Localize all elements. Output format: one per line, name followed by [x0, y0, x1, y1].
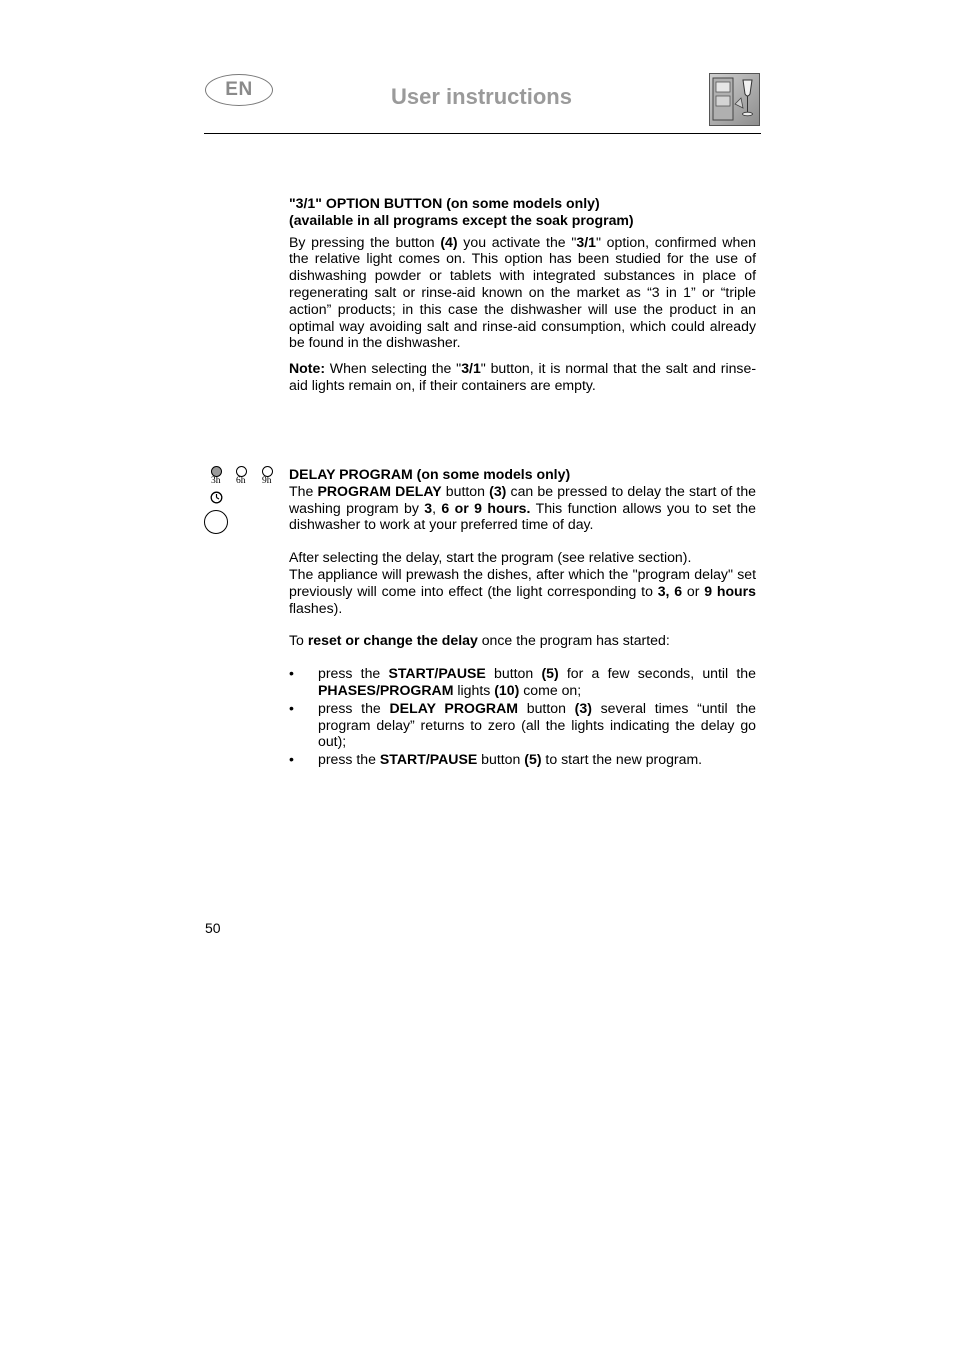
- bullet-icon: •: [289, 751, 294, 768]
- list-item-text: press the START/PAUSE button (5) for a few seconds, until the PHASES/PROGRAM lights (10) come on;: [318, 665, 756, 698]
- header-divider: [204, 133, 761, 134]
- delay-label-9h: 9h: [262, 476, 272, 486]
- bold-text: 3: [424, 499, 433, 516]
- bold-text: START/PAUSE: [379, 751, 478, 768]
- list-item-text: press the START/PAUSE button (5) to start the new program.: [318, 751, 703, 768]
- option-heading-line2: (available in all programs except the soak program): [289, 211, 634, 228]
- delay-paragraph-1: The PROGRAM DELAY button (3) can be pressed to delay the start of the washing program by 3, 6 or 9 hours. This function allows you to set the dishwasher to work at your preferred time of day.: [289, 482, 756, 533]
- language-badge: [205, 74, 273, 106]
- bold-text: DELAY PROGRAM: [389, 699, 519, 716]
- delay-section: [289, 466, 756, 768]
- dishwasher-photo-icon: [709, 73, 760, 126]
- bullet-icon: •: [289, 699, 294, 716]
- clock-icon: [210, 491, 223, 504]
- option-heading-line1: "3/1" OPTION BUTTON (on some models only): [289, 195, 600, 211]
- bold-text: 6 or 9 hours.: [441, 499, 531, 516]
- bold-text: (4): [440, 233, 458, 250]
- delay-paragraph-4: To reset or change the delay once the program has started:: [289, 632, 670, 649]
- delay-paragraph-2: After selecting the delay, start the program (see relative section).: [289, 549, 692, 566]
- delay-indicator-panel: [206, 464, 278, 540]
- delay-label-6h: 6h: [236, 476, 246, 486]
- bullet-icon: •: [289, 665, 294, 682]
- round-button-icon: [204, 510, 228, 534]
- reset-steps-list: [289, 665, 756, 768]
- bold-text: Note:: [289, 360, 326, 377]
- page-title: User instructions: [391, 84, 572, 109]
- option-paragraph: By pressing the button (4) you activate the "3/1" option, confirmed when the relative light comes on. This option has been studied for the use of dishwashing powder or tablets with integrated substances in place of regenerating salt or rinse-aid known on the market as “3 in 1” or “triple action” products; in this case the dishwasher will use the product in an optimal way avoiding salt and rinse-aid consumption, which could already be found in the dishwasher.: [289, 233, 756, 351]
- page-number: 50: [205, 920, 221, 936]
- list-item: [289, 700, 756, 750]
- list-item: [289, 665, 756, 699]
- bold-text: 3/1: [576, 233, 596, 250]
- delay-heading: DELAY PROGRAM (on some models only): [289, 466, 571, 482]
- bold-text: reset or change the delay: [307, 632, 478, 649]
- bold-text: (5): [541, 665, 559, 682]
- option-section: [289, 195, 756, 394]
- bold-text: START/PAUSE: [388, 665, 486, 682]
- bold-text: PHASES/PROGRAM: [318, 681, 454, 698]
- bold-text: (5): [524, 751, 542, 768]
- list-item: [289, 751, 756, 768]
- bold-text: (3): [574, 699, 592, 716]
- bold-text: 3/1: [461, 360, 481, 377]
- bold-text: (10): [494, 681, 520, 698]
- delay-label-3h: 3h: [211, 476, 221, 486]
- language-code: EN: [225, 79, 253, 100]
- bold-text: (3): [489, 482, 507, 499]
- bold-text: 9 hours: [704, 582, 756, 599]
- bold-text: PROGRAM DELAY: [317, 482, 442, 499]
- bold-text: 3, 6: [657, 582, 683, 599]
- option-note: Note: When selecting the "3/1" button, it is normal that the salt and rinse-aid lights remain on, if their containers are empty.: [289, 360, 757, 393]
- list-item-text: press the DELAY PROGRAM button (3) several times “until the program delay” returns to zero (all the lights indicating the delay go out);: [318, 699, 756, 750]
- delay-paragraph-3: The appliance will prewash the dishes, after which the "program delay" set previously will come into effect (the light corresponding to 3, 6 or 9 hours flashes).: [289, 565, 756, 616]
